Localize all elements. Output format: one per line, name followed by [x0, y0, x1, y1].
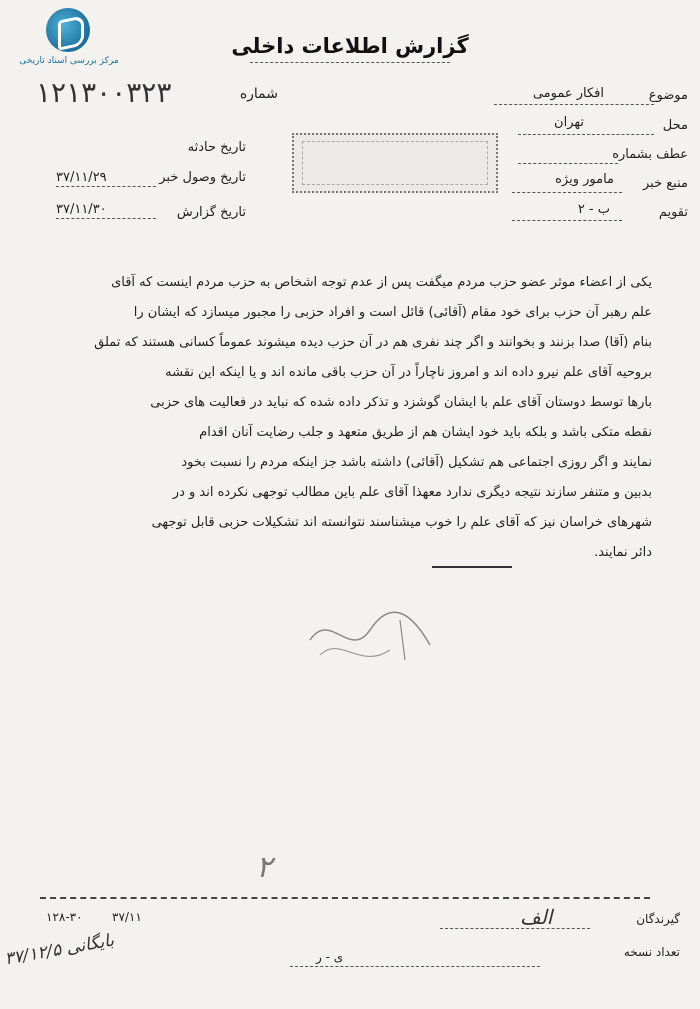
field-rating-label: تقویم — [658, 205, 688, 220]
field-subject-line — [494, 104, 654, 105]
field-place-value: تهران — [554, 115, 584, 130]
field-received-date-value: ۳۷/۱۱/۲۹ — [56, 170, 107, 185]
recipients-label: گیرندگان — [636, 912, 680, 926]
field-received-date-line — [56, 186, 156, 187]
logo-caption: مرکز بررسی اسناد تاریخی — [19, 56, 119, 66]
field-report-date-value: ۳۷/۱۱/۳۰ — [56, 202, 107, 217]
redaction-stamp-box — [292, 133, 498, 193]
body-line: بدبین و متنفر سازند نتیجه دیگری ندارد معهذا آقای علم باین مطالب توجهی نکرده اند و در — [172, 485, 652, 500]
field-reference-line — [518, 163, 618, 164]
handwritten-note: ۳۷/۱۲/۵ بایگانی — [3, 930, 116, 970]
body-line: بنام (آقا) صدا بزنند و بخوانند و اگر چند نفری هم در آن حزب دیده میشوند عموماً کسانی هستند که تملق — [94, 335, 652, 350]
page-title: گزارش اطلاعات داخلی — [231, 34, 469, 58]
number-value: ۱۲۱۳۰۰۳۲۳ — [36, 76, 172, 109]
field-source-line — [512, 192, 622, 193]
footer-divider — [40, 897, 650, 899]
page-mark: ۲ — [256, 850, 273, 885]
body-line: شهرهای خراسان نیز که آقای علم را خوب میشناسند نتوانسته اند تشکیلات حزبی قابل توجهی — [151, 515, 652, 530]
end-of-text-line — [432, 566, 512, 568]
number-label: شماره — [239, 86, 278, 102]
field-place-line — [518, 134, 654, 135]
recipients-value: الف — [520, 905, 553, 929]
field-subject-value: افکار عمومی — [532, 86, 604, 101]
signature-scribble-icon — [300, 600, 440, 680]
field-received-date-label: تاریخ وصول خبر — [159, 170, 246, 185]
body-line: نقطه متکی باشد و بلکه باید خود ایشان هم از طریق متعهد و جلب رضایت آنان اقدام — [199, 425, 652, 440]
field-rating-value: ب - ۲ — [577, 202, 610, 217]
copies-line — [290, 966, 540, 967]
report-body — [38, 268, 652, 568]
body-line: بارها توسط دوستان آقای علم با ایشان گوشزد و تذکر داده شده که نباید در فعالیت های حزبی — [150, 395, 652, 410]
body-line: یکی از اعضاء موثر عضو حزب مردم میگفت پس از عدم توجه اشخاص به حزب مردم اینست که آقای — [111, 275, 652, 290]
reference-suffix: ۳۷/۱۱ — [112, 910, 142, 924]
recipients-line — [440, 928, 590, 929]
body-line: علم رهبر آن حزب برای خود مقام (آقائی) قائل است و افراد حزبی را مجبور میسازد که ایشان را — [133, 305, 652, 320]
field-reference-label: عطف بشماره — [612, 147, 688, 162]
field-report-date-line — [56, 218, 156, 219]
field-place-label: محل — [662, 118, 688, 133]
copies-label: تعداد نسخه — [623, 945, 680, 959]
archive-emblem-icon — [46, 8, 90, 52]
field-source-label: منبع خبر — [643, 176, 688, 191]
field-subject-label: موضوع — [648, 88, 688, 103]
archive-logo — [10, 6, 128, 74]
field-rating-line — [512, 220, 622, 221]
field-incident-date-label: تاریخ حادثه — [187, 140, 246, 155]
body-line: دائر نمایند. — [594, 545, 652, 560]
body-line: نمایند و اگر روزی اجتماعی هم تشکیل (آقائی) داشته باشد جز اینکه مردم را نسبت بخود — [181, 455, 652, 470]
field-report-date-label: تاریخ گزارش — [176, 205, 246, 220]
title-underline — [250, 62, 450, 63]
body-line: بروحیه آقای علم نیرو داده اند و امروز ناچاراً در آن حزب باقی مانده اند و یا اینکه این نقشه — [165, 365, 652, 380]
reference-number: ۱۲۸-۳۰ — [46, 910, 83, 924]
field-source-value: مامور ویژه — [555, 172, 614, 187]
copies-value: ی - ر — [316, 950, 344, 964]
